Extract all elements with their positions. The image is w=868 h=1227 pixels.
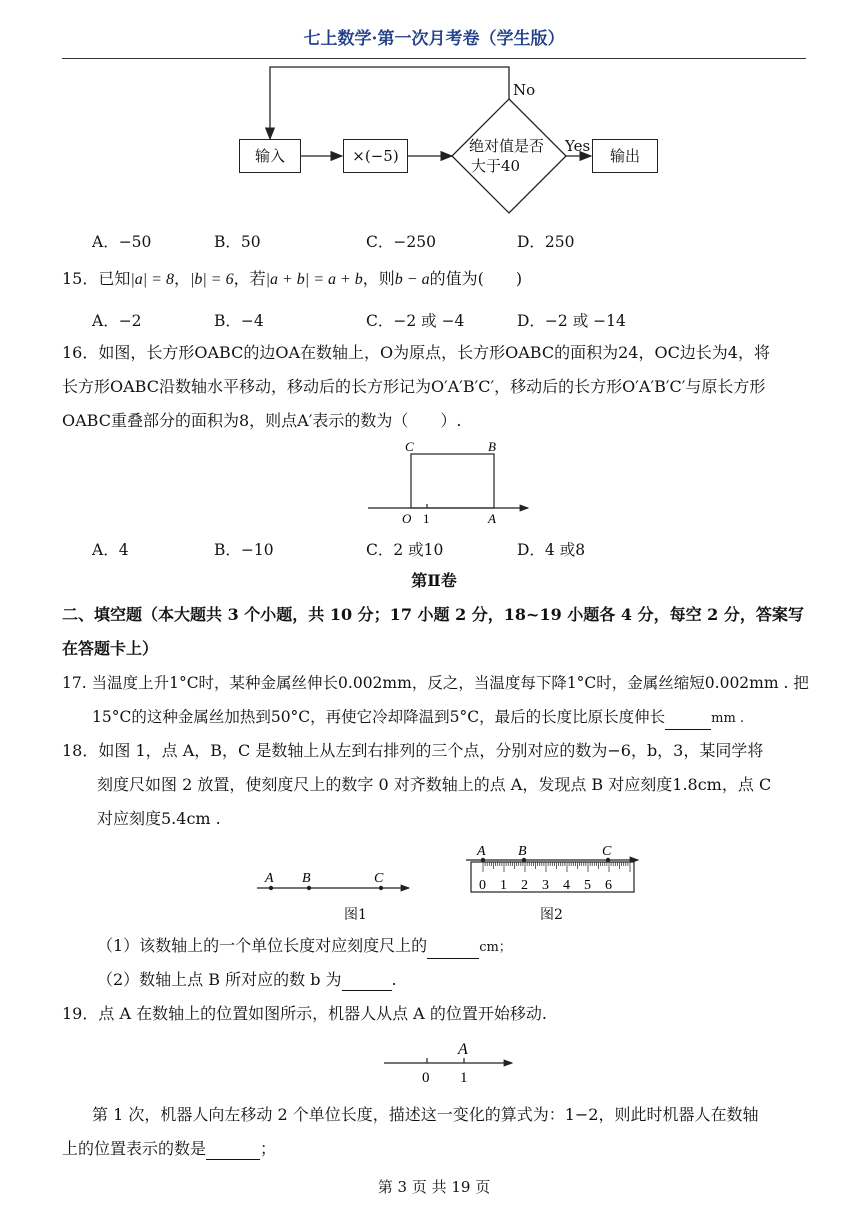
ruler-number: 5 — [584, 878, 591, 893]
fig1-point-c — [379, 886, 383, 890]
q19-figure — [378, 1036, 518, 1086]
q15-abs-b: |b| = 6 — [189, 271, 234, 288]
section-2-heading-1: 二、填空题（本大题共 3 个小题，共 10 分；17 小题 2 分，18~19 小题各 4 分，每空 2 分，答案写 — [62, 605, 804, 624]
fig2-label-c: C — [602, 844, 612, 859]
flow-no-label: No — [513, 81, 536, 99]
q17-line-2 — [92, 706, 744, 730]
q16-option-b: B．−10 — [214, 541, 274, 559]
q18-sub-1-text: （1）该数轴上的一个单位长度对应刻度尺上的 — [97, 936, 428, 955]
q14-option-a: A．−50 — [92, 233, 152, 251]
q16-rectangle — [411, 454, 494, 508]
q18-sub-2 — [97, 969, 397, 991]
q19-line-1: 19．点 A 在数轴上的位置如图所示，机器人从点 A 的位置开始移动. — [62, 1004, 547, 1023]
flow-output-box: 输出 — [592, 139, 658, 173]
q16-label-b: B — [488, 439, 496, 454]
q15-abs-a: |a| = 8 — [130, 271, 174, 288]
page-header-title: 七上数学·第一次月考卷（学生版） — [303, 29, 565, 49]
q18-line-3: 对应刻度5.4cm . — [97, 809, 221, 828]
q17-line-2-text: 15°C的这种金属丝加热到50°C，再使它冷却降温到5°C，最后的长度比原长度伸长 — [92, 708, 666, 726]
q14-option-b: B．50 — [214, 233, 261, 251]
q18-sub-1-blank[interactable] — [427, 942, 479, 959]
q19-line-3 — [62, 1138, 276, 1160]
q14-option-c: C．−250 — [366, 233, 436, 251]
flowchart-lines — [0, 0, 868, 230]
fig2-label-a: A — [477, 844, 486, 859]
q15-option-a: A．−2 — [92, 312, 142, 330]
fig1-label-c: C — [374, 871, 384, 886]
q15-text-3: ，若 — [233, 269, 266, 288]
q19-label-a: A — [458, 1041, 468, 1058]
q15-option-d: D．−2 或 −14 — [517, 312, 626, 330]
q15-text-5: 的值为( ) — [429, 269, 523, 288]
q16-option-d: D．4 或8 — [517, 541, 586, 559]
q15-question — [62, 268, 522, 291]
ruler-number: 2 — [521, 878, 528, 893]
q16-label-a: A — [488, 511, 496, 526]
q16-label-1: 1 — [423, 511, 430, 526]
q18-figure-2-caption: 图2 — [540, 907, 563, 923]
fig1-point-a — [269, 886, 273, 890]
q15-condition: |a + b| = a + b — [265, 271, 363, 288]
q16-label-o: O — [402, 511, 412, 526]
ruler-number: 6 — [605, 878, 612, 893]
ruler-number: 3 — [542, 878, 549, 893]
q16-figure — [360, 436, 540, 528]
q16-option-c: C．2 或10 — [366, 541, 444, 559]
q16-label-c: C — [405, 439, 414, 454]
flow-yes-label: Yes — [565, 137, 591, 155]
q17-line-1: 17. 当温度上升1°C时，某种金属丝伸长0.002mm，反之，当温度每下降1°C时，金属丝缩短0.002mm . 把 — [62, 674, 809, 692]
q16-line-2: 长方形OABC沿数轴水平移动，移动后的长方形记为O′A′B′C′，移动后的长方形O′A′B′C′与原长方形 — [62, 377, 766, 396]
q19-label-0: 0 — [422, 1070, 430, 1086]
q18-figure-2 — [462, 840, 644, 896]
q18-sub-1 — [97, 935, 512, 959]
page-footer: 第 3 页 共 19 页 — [377, 1178, 491, 1196]
q18-figure-1-caption: 图1 — [344, 907, 367, 923]
flow-input-box: 输入 — [239, 139, 301, 173]
q19-answer-blank[interactable] — [206, 1143, 260, 1160]
q18-sub-2-text: （2）数轴上点 B 所对应的数 b 为 — [97, 970, 342, 989]
q19-line-3-end: ； — [260, 1139, 277, 1158]
q15-text-4: ，则 — [362, 269, 395, 288]
fig1-label-a: A — [265, 871, 274, 886]
q18-line-1: 18．如图 1，点 A，B，C 是数轴上从左到右排列的三个点，分别对应的数为−6，b，3，某同学将 — [62, 741, 764, 760]
q14-option-d: D．250 — [517, 233, 575, 251]
flow-condition-line2: 大于40 — [471, 157, 521, 175]
fig1-point-b — [307, 886, 311, 890]
q15-option-c: C．−2 或 −4 — [366, 312, 465, 330]
q17-answer-blank[interactable] — [665, 713, 711, 730]
q19-line-2: 第 1 次，机器人向左移动 2 个单位长度，描述这一变化的算式为：1−2，则此时机器人在数轴 — [92, 1105, 759, 1124]
q17-unit: mm . — [711, 711, 745, 726]
q16-line-3: OABC重叠部分的面积为8，则点A′表示的数为（ ）. — [62, 411, 462, 430]
q18-sub-2-end: . — [391, 970, 397, 989]
ruler-number: 0 — [479, 878, 486, 893]
q19-line-3-text: 上的位置表示的数是 — [62, 1139, 207, 1158]
q16-option-a: A．4 — [92, 541, 129, 559]
q18-line-2: 刻度尺如图 2 放置，使刻度尺上的数字 0 对齐数轴上的点 A，发现点 B 对应刻度1.8cm，点 C — [97, 775, 772, 794]
flow-multiply-box: ×(−5) — [343, 139, 408, 173]
q15-text-2: ， — [173, 269, 190, 288]
q18-sub-2-blank[interactable] — [342, 974, 392, 991]
q18-figure-1 — [255, 866, 415, 902]
q15-expression: b − a — [394, 271, 430, 288]
q16-line-1: 16．如图，长方形OABC的边OA在数轴上，O为原点，长方形OABC的面积为24，OC边长为4，将 — [62, 343, 770, 362]
q18-sub-1-unit: cm； — [479, 940, 512, 955]
ruler-number: 1 — [500, 878, 507, 893]
q19-label-1: 1 — [460, 1070, 468, 1086]
fig2-label-b: B — [518, 844, 527, 859]
q15-option-b: B．−4 — [214, 312, 264, 330]
fig1-label-b: B — [302, 871, 311, 886]
section-2-heading-2: 在答题卡上） — [62, 639, 159, 658]
ruler-number: 4 — [563, 878, 570, 893]
flow-condition-line1: 绝对值是否 — [469, 137, 545, 155]
q15-text-1: 15．已知 — [62, 269, 131, 288]
section-2-title: 第Ⅱ卷 — [411, 571, 457, 590]
